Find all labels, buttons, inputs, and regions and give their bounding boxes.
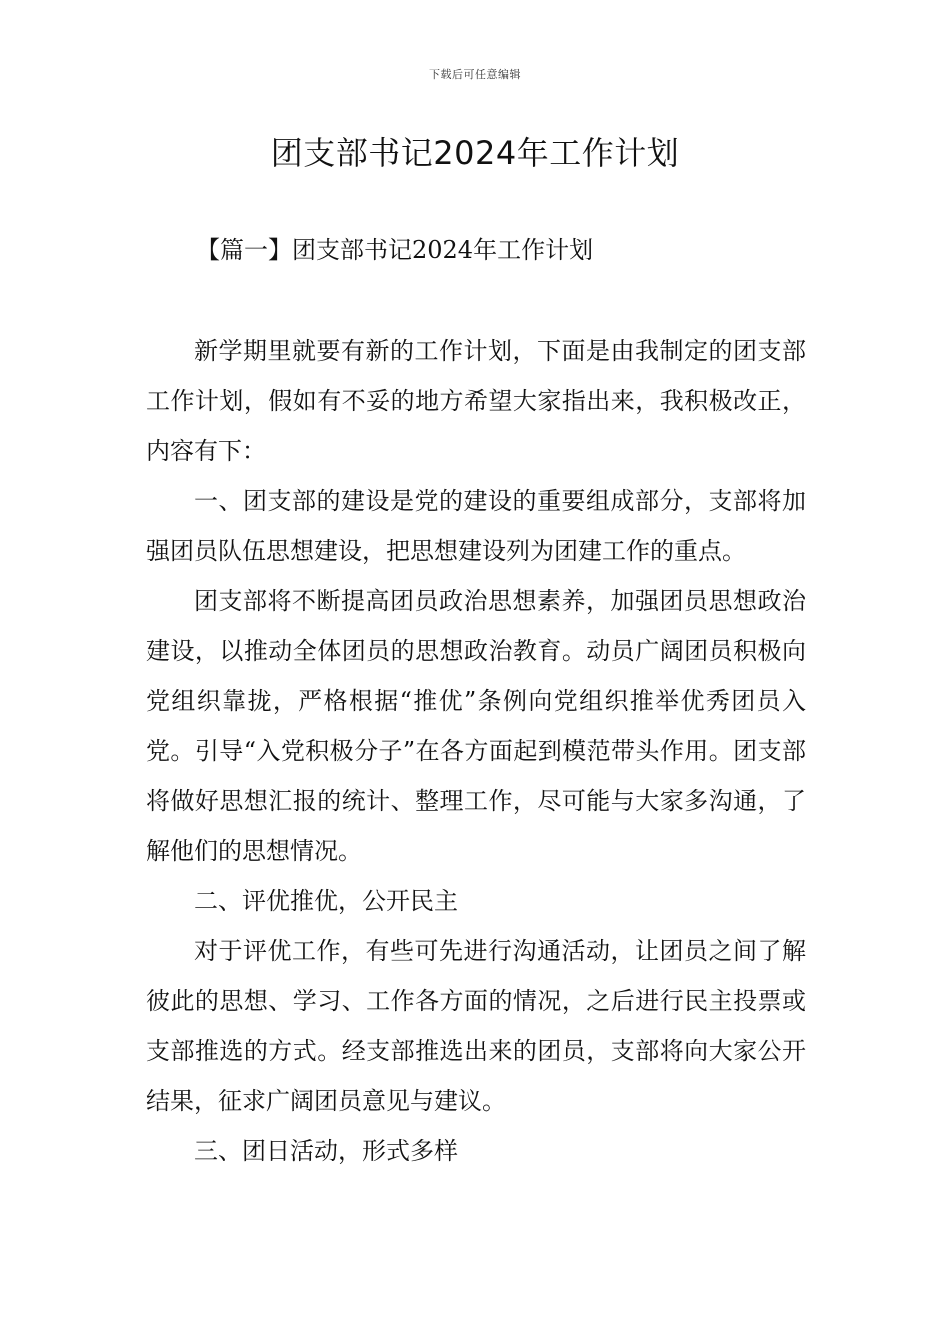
paragraph-intro: 新学期里就要有新的工作计划，下面是由我制定的团支部工作计划，假如有不妥的地方希望大家指出来，我积极改正，内容有下： [146,337,806,465]
paragraph-point-three-heading: 三、团日活动，形式多样 [194,1137,458,1165]
paragraph-point-one: 一、团支部的建设是党的建设的重要组成部分，支部将加强团员队伍思想建设，把思想建设列为团建工作的重点。 [146,487,806,565]
document-title: 团支部书记2024年工作计划 [270,134,680,172]
paragraph-point-two-heading: 二、评优推优，公开民主 [194,887,458,915]
section-heading: 【篇一】团支部书记2024年工作计划 [196,236,594,264]
paragraph-evaluation: 对于评优工作，有些可先进行沟通活动，让团员之间了解彼此的思想、学习、工作各方面的情况，之后进行民主投票或支部推选的方式。经支部推选出来的团员，支部将向大家公开结果，征求广阔团员意见与建议。 [146,937,806,1115]
header-note: 下载后可任意编辑 [429,68,521,81]
document-body [146,326,806,1176]
paragraph-political-education: 团支部将不断提高团员政治思想素养，加强团员思想政治建设，以推动全体团员的思想政治教育。动员广阔团员积极向党组织靠拢，严格根据“推优”条例向党组织推举优秀团员入党。引导“入党积极分子”在各方面起到模范带头作用。团支部将做好思想汇报的统计、整理工作，尽可能与大家多沟通，了解他们的思想情况。 [146,587,806,865]
